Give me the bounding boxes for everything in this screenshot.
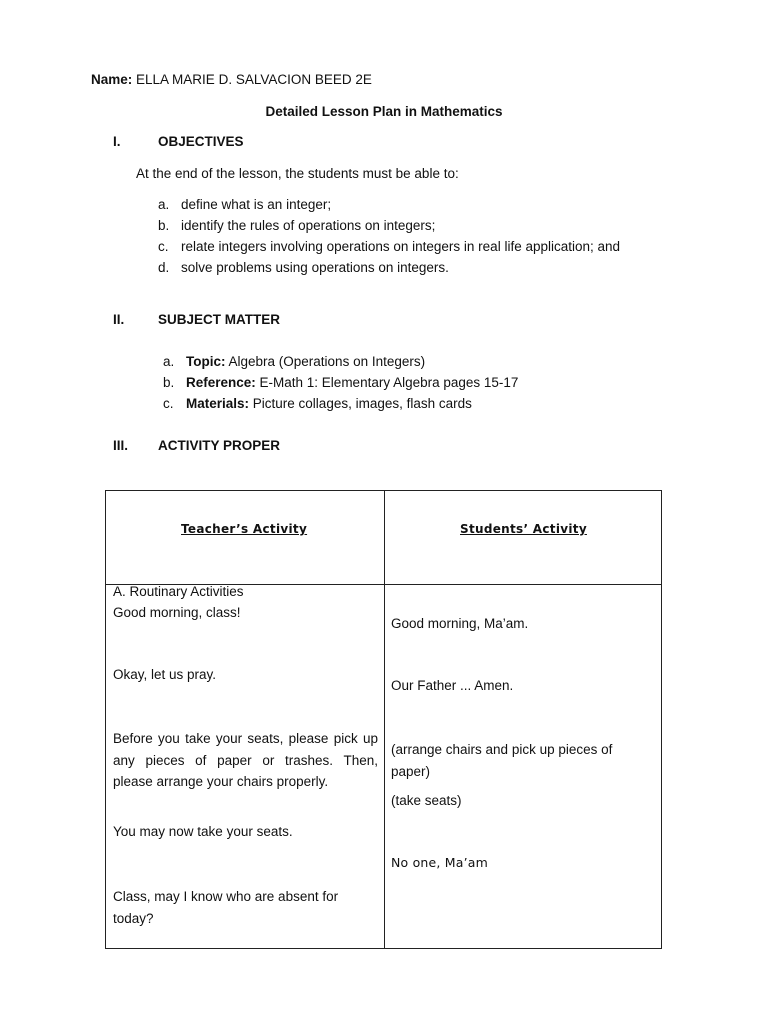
materials-value: Picture collages, images, flash cards — [249, 396, 472, 411]
activity-proper-heading: ACTIVITY PROPER — [158, 438, 281, 453]
teacher-take-seats: You may now take your seats. — [113, 824, 293, 839]
document-title: Detailed Lesson Plan in Mathematics — [265, 104, 503, 119]
column-divider — [384, 491, 385, 948]
objective-letter: a. — [158, 197, 170, 212]
objective-item: define what is an integer; — [181, 197, 332, 212]
objective-letter: b. — [158, 218, 170, 233]
objective-letter: c. — [158, 239, 169, 254]
teacher-pickup-instruction: Before you take your seats, please pick up any pieces of paper or trashes. Then, please arrange your chairs properly. — [113, 731, 378, 789]
subject-matter-heading: SUBJECT MATTER — [158, 312, 281, 327]
students-absent-reply: No one, Ma’am — [391, 855, 489, 870]
routinary-activities-heading: A. Routinary Activities — [113, 584, 244, 599]
reference-label: Reference: — [186, 375, 256, 390]
activity-proper-number: III. — [113, 438, 129, 453]
objectives-heading: OBJECTIVES — [158, 134, 244, 149]
students-take-seats: (take seats) — [391, 793, 462, 808]
materials-label: Materials: — [186, 396, 250, 411]
subject-item-topic — [186, 354, 425, 369]
students-activity-header: Students’ Activity — [460, 522, 587, 536]
teacher-pray: Okay, let us pray. — [113, 667, 217, 682]
objective-letter: d. — [158, 260, 170, 275]
teacher-ask-absent: Class, may I know who are absent for today? — [113, 889, 339, 926]
name-value: ELLA MARIE D. SALVACION BEED 2E — [136, 72, 372, 87]
students-greeting — [391, 616, 528, 631]
subject-item-letter: a. — [163, 354, 175, 369]
students-pray: Our Father ... Amen. — [391, 678, 514, 693]
teacher-activity-header: Teacher’s Activity — [181, 522, 308, 536]
students-greeting-text: Good morning, Ma’am. — [391, 616, 529, 631]
subject-item-reference — [186, 375, 518, 390]
subject-item-letter: c. — [163, 396, 174, 411]
students-arrange: (arrange chairs and pick up pieces of paper) — [391, 742, 613, 779]
topic-label: Topic: — [186, 354, 226, 369]
name-label: Name: — [91, 72, 133, 87]
objectives-intro: At the end of the lesson, the students must be able to: — [136, 166, 459, 181]
subject-item-letter: b. — [163, 375, 175, 390]
student-name — [91, 72, 372, 87]
reference-value: E-Math 1: Elementary Algebra pages 15-17 — [255, 375, 519, 390]
objective-item: relate integers involving operations on integers in real life application; and — [181, 239, 621, 254]
teacher-greeting: Good morning, class! — [113, 605, 241, 620]
topic-value: Algebra (Operations on Integers) — [225, 354, 426, 369]
subject-matter-number: II. — [113, 312, 125, 327]
subject-item-materials — [186, 396, 472, 411]
activity-table — [105, 490, 662, 949]
objective-item: identify the rules of operations on integers; — [181, 218, 436, 233]
objectives-number: I. — [113, 134, 121, 149]
objective-item: solve problems using operations on integers. — [181, 260, 449, 275]
